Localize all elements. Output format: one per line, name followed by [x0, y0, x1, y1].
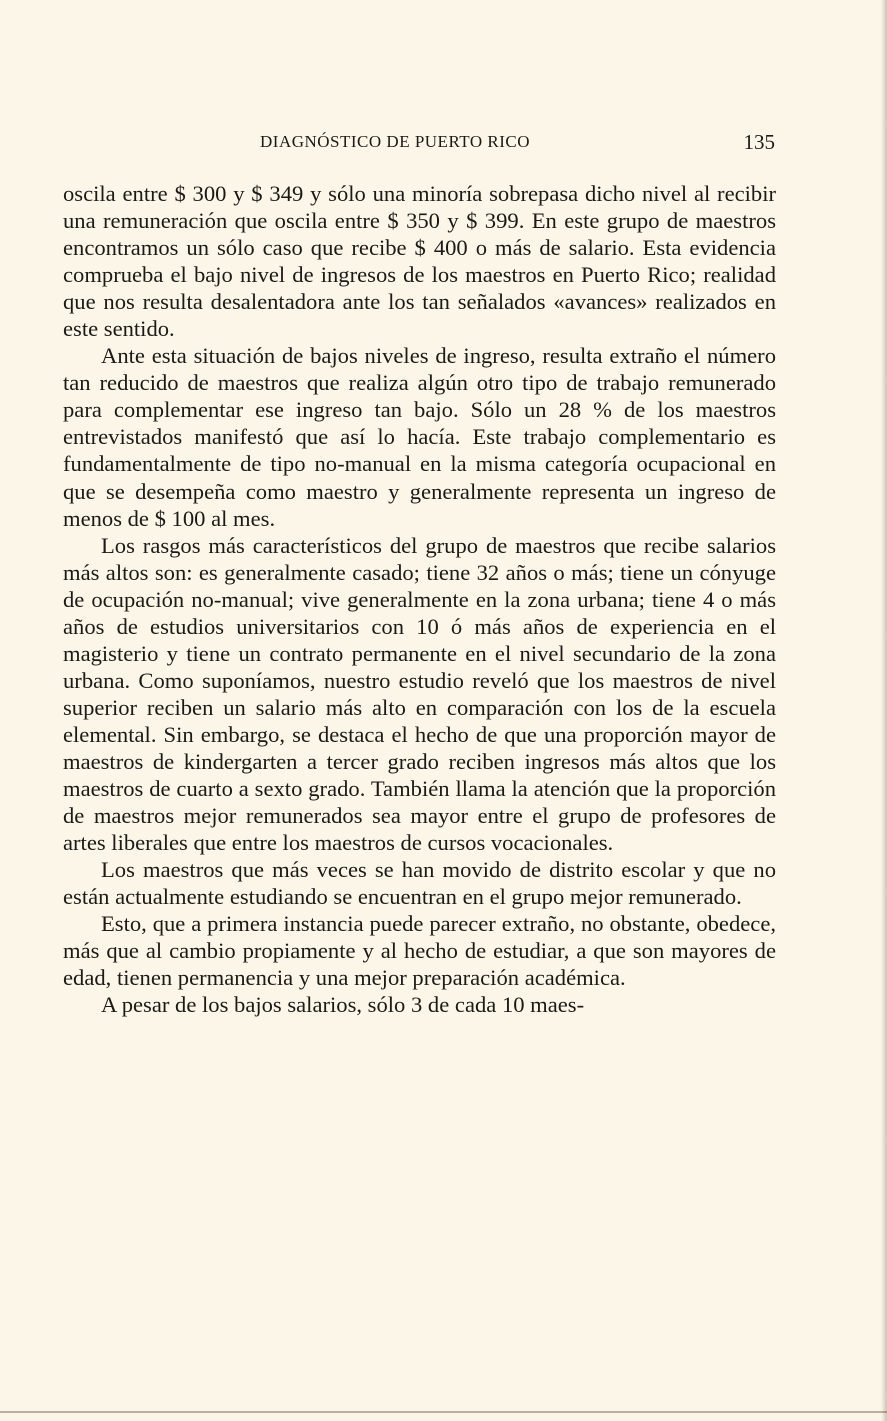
paragraph: Los maestros que más veces se han movido de distrito escolar y que no están actualmente estudiando se encuentran en el grupo mejor remunerado.: [63, 857, 776, 910]
page-number: 135: [743, 130, 775, 154]
body-text: [63, 180, 776, 1018]
page-edge-shadow: [881, 0, 887, 1421]
page-bottom-edge: [0, 1411, 887, 1413]
page-header: [260, 130, 775, 156]
running-title: DIAGNÓSTICO DE PUERTO RICO: [260, 132, 530, 151]
paragraph: Esto, que a primera instancia puede parecer extraño, no obstante, obedece, más que al cambio propiamente y al hecho de estudiar, a que son mayores de edad, tienen permanencia y una mejor preparación académica.: [63, 911, 776, 991]
paragraph-continuation: oscila entre $ 300 y $ 349 y sólo una minoría sobrepasa dicho nivel al recibir una remuneración que oscila entre $ 350 y $ 399. En este grupo de maestros encontramos un sólo caso que recibe $ 400 o más de salario. Esta evidencia comprueba el bajo nivel de ingresos de los maestros en Puerto Rico; realidad que nos resulta desalentadora ante los tan señalados «avances» realizados en este sentido.: [63, 181, 776, 342]
paragraph: Ante esta situación de bajos niveles de ingreso, resulta extraño el número tan reducido de maestros que realiza algún otro tipo de trabajo remunerado para complementar ese ingreso tan bajo. Sólo un 28 % de los maestros entrevistados manifestó que así lo hacía. Este trabajo complementario es fundamentalmente de tipo no-manual en la misma categoría ocupacional en que se desempeña como maestro y generalmente representa un ingreso de menos de $ 100 al mes.: [63, 343, 776, 531]
paragraph: Los rasgos más característicos del grupo de maestros que recibe salarios más altos son: es generalmente casado; tiene 32 años o más; tiene un cónyuge de ocupación no-manual; vive generalmente en la zona urbana; tiene 4 o más años de estudios universitarios con 10 ó más años de experiencia en el magisterio y tiene un contrato permanente en el nivel secundario de la zona urbana. Como suponíamos, nuestro estudio reveló que los maestros de nivel superior reciben un salario más alto en comparación con los de la escuela elemental. Sin embargo, se destaca el hecho de que una proporción mayor de maestros de kindergarten a tercer grado reciben ingresos más altos que los maestros de cuarto a sexto grado. También llama la atención que la proporción de maestros mejor remunerados sea mayor entre el grupo de profesores de artes liberales que entre los maestros de cursos vocacionales.: [63, 532, 776, 856]
paragraph-continues: A pesar de los bajos salarios, sólo 3 de cada 10 maes-: [101, 992, 585, 1018]
